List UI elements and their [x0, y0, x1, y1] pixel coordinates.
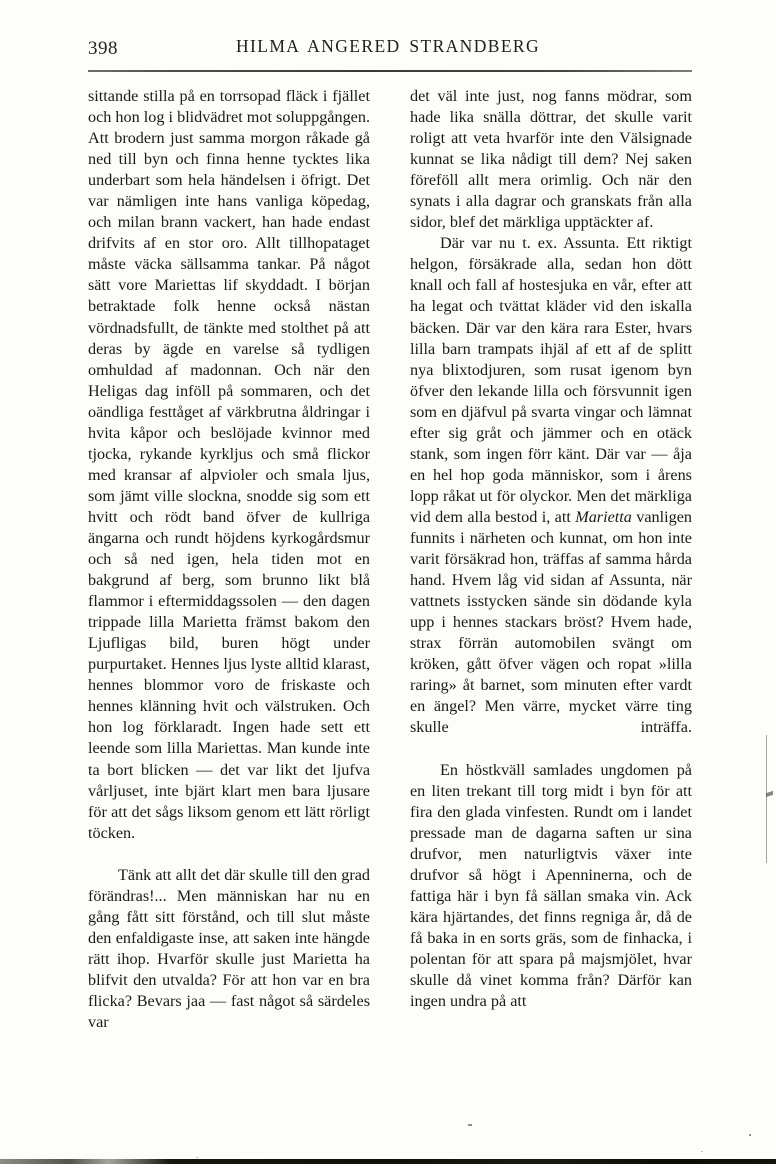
italic-name-marietta: Marietta: [575, 507, 632, 526]
paragraph: En höstkväll samlades ungdomen på en liten trekant till torg midt i byn för att fira den glada vinfesten. Rundt om i landet pressade man de dagarna saften ur sina drufvor, men naturligtvis växer inte drufvor så högt i Apenninerna, och de fattiga här i byn få sällan smaka vin. Ack kära hjärtandes, det finns regniga år, då de få baka in en sorts gräs, som de finhacka, i polentan för att spara på majsmjölet, hvar skulle då vinet komma från? Därför kan ingen undra på att: [410, 760, 692, 1011]
paragraph-text-before-italic: Där var nu t. ex. Assunta. Ett riktigt helgon, försäkrade alla, sedan hon dött knall och fall af hostesjuka en vår, efter att ha legat och tvättat kläder vid den iskalla bäcken. Där var den kära rara Ester, hvars lilla barn trampats ihjäl af ett af de splitt nya blixtodjuren, som rusat igenom byn öfver den lekande lilla och försvunnit igen som en djäfvul på svarta vingar och lämnat efter sig gråt och jämmer och en otäck stank, som ingen förr känt. Där var — åja en hel hop goda människor, som i årens lopp råkat ut för olyckor. Men det märkliga vid dem alla bestod i, att: [410, 234, 692, 526]
left-column: [88, 86, 370, 1096]
right-column: [410, 86, 692, 1096]
scan-speck-artifact: [468, 1124, 472, 1126]
scan-edge-mark-artifact: [766, 791, 773, 797]
paragraph: det väl inte just, nog fanns mödrar, som hade lika snälla döttrar, det skulle varit roligt att veta hvarför inte den Välsignade kunnat se lika nådigt till dem? Nej saken föreföll allt mera orimlig. Och när den synats i alla dagrar och granskats från alla sidor, blef det märkliga upptäckter af.: [410, 87, 692, 232]
scan-speck-artifact: [749, 1134, 751, 1136]
header-divider-rule: [88, 70, 692, 72]
paragraph-with-italic: [410, 233, 692, 759]
page-number: 398: [88, 38, 118, 59]
paragraph-text-after-italic: vanligen funnits i närheten och kunnat, om hon inte varit försäkrad hon, träffas af samma hårda hand. Hvem låg vid sidan af Assunta, när vattnets isstycken sände sin dödande kyla upp i hennes stackars bröst? Hvem hade, strax förrän automobilen svängt om kröken, gått öfver vägen och ropat »lilla raring» åt barnet, som minuten efter vardt en ängel? Men värre, mycket värre ting skulle inträffa.: [410, 507, 692, 737]
scan-edge-line-artifact: [766, 735, 767, 863]
paragraph: Tänk att allt det där skulle till den grad förändras!... Men människan har nu en gång fått sitt förstånd, och till slut måste den enfaldigaste inse, att saken inte hängde rätt ihop. Hvarför skulle just Marietta ha blifvit den utvalda? För att hon var en bra flicka? Bevars jaa — fast något så särdeles var: [88, 865, 370, 1032]
scan-bottom-edge-artifact: [0, 1159, 776, 1164]
running-title: HILMA ANGERED STRANDBERG: [235, 36, 541, 56]
scan-speck-artifact: [701, 1151, 703, 1152]
body-columns: [88, 86, 692, 1096]
paragraph: sittande stilla på en torrsopad fläck i fjället och hon log i blidvädret mot soluppgången. Att brodern just samma morgon råkade gå ned till byn och finna henne tycktes lika underbart som hela händelsen i öfrigt. Det var nämligen inte hans vanliga köpedag, och milan brann vackert, han hade endast drifvits af en stor oro. Allt tillhopataget måste väcka sällsamma tankar. På något sätt vore Mariettas lif skyddadt. I början betraktade folk henne också nästan vördnadsfullt, de tänkte med stolthet på att deras by ägde en varelse så tydligen omhuldad af madonnan. Och när den Heligas dag inföll på sommaren, och det oändliga festtåget af värkbrutna åldringar i hvita kåpor och beslöjade kvinnor med tjocka, rykande kyrkljus och små flickor med kransar af alpvioler och smala ljus, som jämt ville slockna, snodde sig som ett hvitt och rödt band öfver de kullriga ängarna och rundt höjdens kyrkogårdsmur och så ned igen, hela tiden mot en bakgrund af berg, som brunno likt blå flammor i eftermiddagssolen — den dagen trippade lilla Marietta främst bakom den Ljufligas bild, buren högt under purpurtaket. Hennes ljus lyste alltid klarast, hennes blommor voro de friskaste och hennes klänning hvit och välstruken. Och hon log förklaradt. Ingen hade sett ett leende som lilla Mariettas. Man kunde inte ta bort blicken — det var likt det ljufva vårljuset, inte bjärt klart men bara ljusare för att det sågs liksom genom ett lätt rörligt töcken.: [88, 87, 370, 842]
scan-speck-artifact: [196, 1157, 199, 1158]
running-header: [88, 36, 688, 66]
